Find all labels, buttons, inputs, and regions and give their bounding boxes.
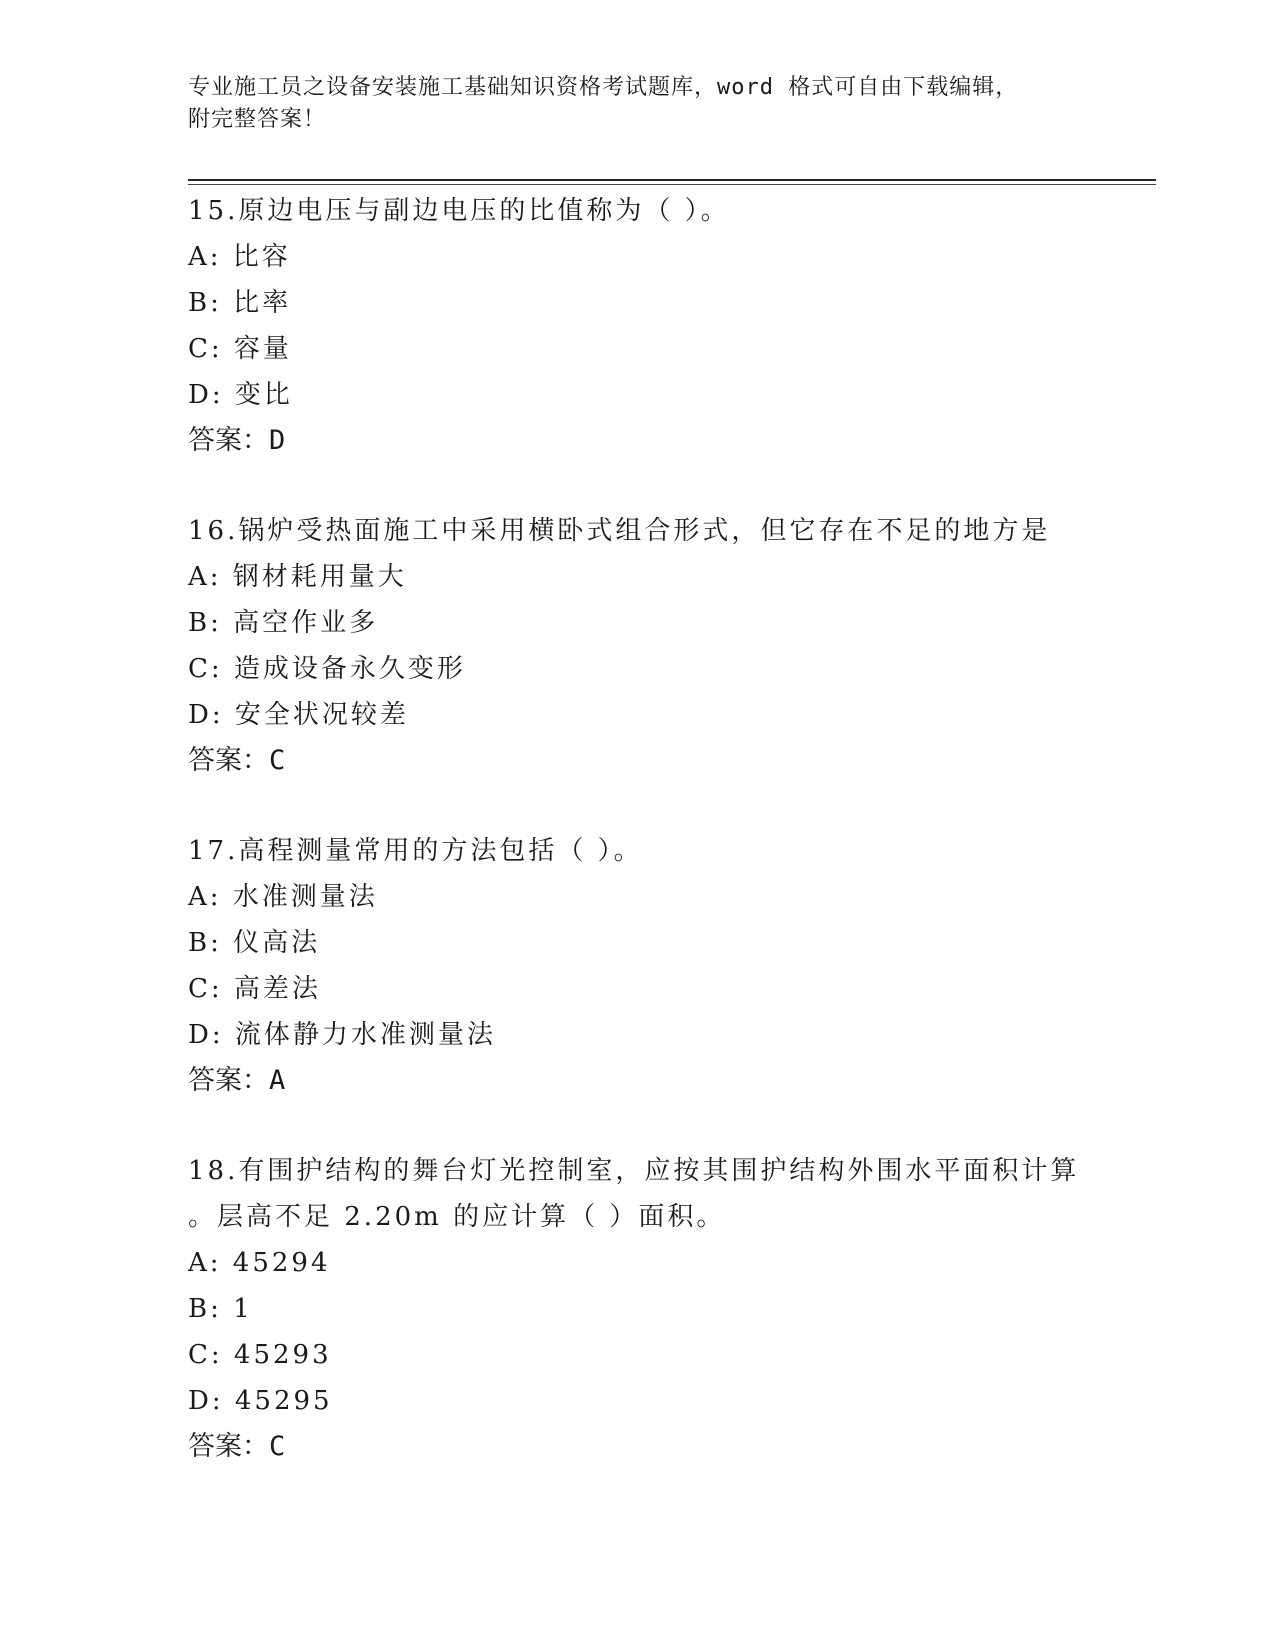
question-18 [188, 1148, 1148, 1470]
question-16 [188, 508, 1148, 784]
option-b: B: 高空作业多 [188, 608, 379, 638]
option-d: D: 变比 [188, 380, 293, 410]
question-stem: 17.高程测量常用的方法包括（ ）。 [188, 836, 643, 866]
option-a: A: 水准测量法 [188, 882, 378, 912]
option-c: C: 造成设备永久变形 [188, 654, 466, 684]
question-stem-line-1: 18.有围护结构的舞台灯光控制室，应按其围护结构外围水平面积计算 [188, 1156, 1080, 1186]
header-title-line-2: 附完整答案！ [188, 107, 327, 132]
header-divider-thin [188, 184, 1156, 185]
option-d: D: 安全状况较差 [188, 700, 409, 730]
option-a: A: 钢材耗用量大 [188, 562, 407, 592]
header-divider-thick [188, 179, 1156, 181]
header-title-line-1: 专业施工员之设备安装施工基础知识资格考试题库，word 格式可自由下载编辑， [188, 75, 1019, 100]
question-17 [188, 828, 1148, 1104]
option-b: B: 仪高法 [188, 928, 321, 958]
option-b: B: 1 [188, 1294, 253, 1324]
question-stem: 16.锅炉受热面施工中采用横卧式组合形式，但它存在不足的地方是 [188, 516, 1051, 546]
option-d: D: 流体静力水准测量法 [188, 1020, 496, 1050]
question-stem: 15.原边电压与副边电压的比值称为（ ）。 [188, 196, 730, 226]
option-c: C: 45293 [188, 1340, 332, 1370]
question-stem-line-2: 。层高不足 2.20m 的应计算（ ）面积。 [188, 1202, 726, 1232]
answer-line: 答案：C [188, 745, 286, 776]
option-a: A: 比容 [188, 242, 291, 272]
answer-line: 答案：D [188, 425, 286, 456]
option-a: A: 45294 [188, 1248, 331, 1278]
option-b: B: 比率 [188, 288, 292, 318]
option-c: C: 高差法 [188, 974, 321, 1004]
option-c: C: 容量 [188, 334, 292, 364]
answer-line: 答案：A [188, 1065, 286, 1096]
option-d: D: 45295 [188, 1386, 333, 1416]
document-header [188, 72, 1168, 136]
answer-line: 答案：C [188, 1431, 286, 1462]
question-15 [188, 188, 1148, 464]
